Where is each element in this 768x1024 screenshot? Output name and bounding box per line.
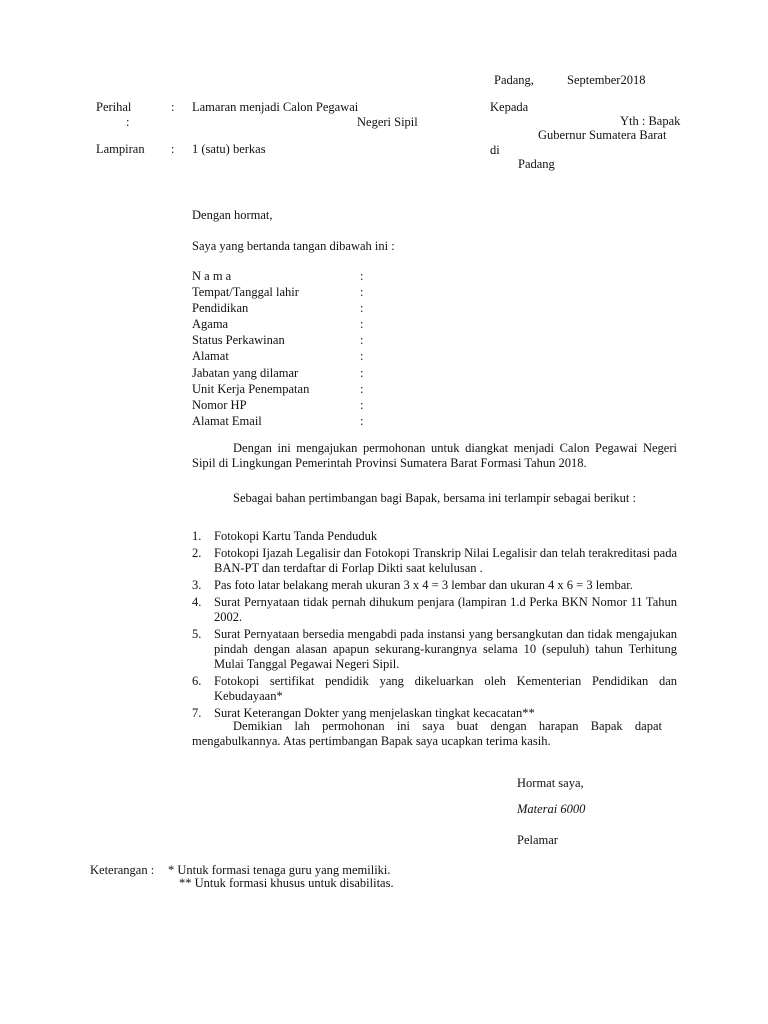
list-item-number: 4. [192,595,202,609]
form-label: Pendidikan [192,301,249,315]
recipient-yth: Yth : Bapak [620,114,681,128]
form-colon: : [360,366,364,380]
list-item-number: 7. [192,706,202,720]
attachment-list [192,529,677,723]
paragraph-application: Dengan ini mengajukan permohonan untuk diangkat menjadi Calon Pegawai Negeri Sipil di Lingkungan Pemerintah Provinsi Sumatera Barat Formasi Tahun 2018. [192,441,677,470]
lampiran-value: 1 (satu) berkas [192,142,266,156]
list-item-number: 5. [192,627,202,641]
recipient-name: Gubernur Sumatera Barat [538,128,667,142]
letter-date: September2018 [567,73,646,87]
form-label: Alamat [192,349,229,363]
notes-item-2: ** Untuk formasi khusus untuk disabilitas. [179,876,394,890]
list-item [192,529,677,544]
form-colon: : [360,333,364,347]
paragraph-closing: Demikian lah permohonan ini saya buat dengan harapan Bapak dapat mengabulkannya. Atas pertimbangan Bapak saya ucapkan terima kasih. [192,719,662,748]
perihal-colon-second: : [126,115,130,129]
perihal-label: Perihal [96,100,132,114]
form-label: Alamat Email [192,414,262,428]
form-label: Agama [192,317,229,331]
form-label: Tempat/Tanggal lahir [192,285,299,299]
notes-label: Keterangan : [90,863,155,877]
perihal-colon: : [171,100,175,114]
perihal-value-line2: Negeri Sipil [357,115,418,129]
list-item-number: 1. [192,529,202,543]
list-item [192,546,677,576]
signature-role: Pelamar [517,833,558,847]
list-item-number: 3. [192,578,202,592]
form-colon: : [360,317,364,331]
list-item-number: 2. [192,546,202,560]
form-colon: : [360,349,364,363]
list-item-text: Surat Keterangan Dokter yang menjelaskan tingkat kecacatan** [214,706,535,720]
list-item-text: Pas foto latar belakang merah ukuran 3 x 4 = 3 lembar dan ukuran 4 x 6 = 3 lembar. [214,578,633,592]
paragraph-attachments-intro: Sebagai bahan pertimbangan bagi Bapak, bersama ini terlampir sebagai berikut : [233,491,636,505]
recipient-kepada: Kepada [490,100,529,114]
lampiran-label: Lampiran [96,142,145,156]
list-item [192,578,677,593]
list-item [192,627,677,672]
list-item-text: Fotokopi sertifikat pendidik yang dikeluarkan oleh Kementerian Pendidikan dan Kebudayaan* [214,674,677,703]
perihal-value-line1: Lamaran menjadi Calon Pegawai [192,100,359,114]
recipient-place: Padang [518,157,555,171]
form-colon: : [360,414,364,428]
list-item-text: Fotokopi Kartu Tanda Penduduk [214,529,378,543]
intro-line: Saya yang bertanda tangan dibawah ini : [192,239,395,253]
form-colon: : [360,382,364,396]
lampiran-colon: : [171,142,175,156]
form-label: Nomor HP [192,398,247,412]
list-item [192,595,677,625]
list-item-text: Fotokopi Ijazah Legalisir dan Fotokopi Transkrip Nilai Legalisir dan telah terakreditasi pada BAN-PT dan terdaftar di Forlap Dikti saat kelulusan . [214,546,677,575]
form-colon: : [360,285,364,299]
form-label: N a m a [192,269,232,283]
form-label: Jabatan yang dilamar [192,366,299,380]
form-colon: : [360,301,364,315]
list-item [192,674,677,704]
form-label: Status Perkawinan [192,333,285,347]
signature-regards: Hormat saya, [517,776,584,790]
form-colon: : [360,398,364,412]
greeting: Dengan hormat, [192,208,273,222]
signature-stamp: Materai 6000 [517,802,586,816]
letter-city: Padang, [494,73,534,87]
list-item-text: Surat Pernyataan bersedia mengabdi pada instansi yang bersangkutan dan tidak mengajukan pindah dengan alasan apapun sekurang-kurangnya selama 10 (sepuluh) tahun Terhitung Mulai Tanggal Pegawai Negeri Sipil. [214,627,677,671]
list-item-text: Surat Pernyataan tidak pernah dihukum penjara (lampiran 1.d Perka BKN Nomor 11 Tahun 2002. [214,595,677,624]
notes-item-1: * Untuk formasi tenaga guru yang memiliki. [168,863,391,877]
list-item-number: 6. [192,674,202,688]
form-colon: : [360,269,364,283]
recipient-di: di [490,143,500,157]
form-label: Unit Kerja Penempatan [192,382,310,396]
